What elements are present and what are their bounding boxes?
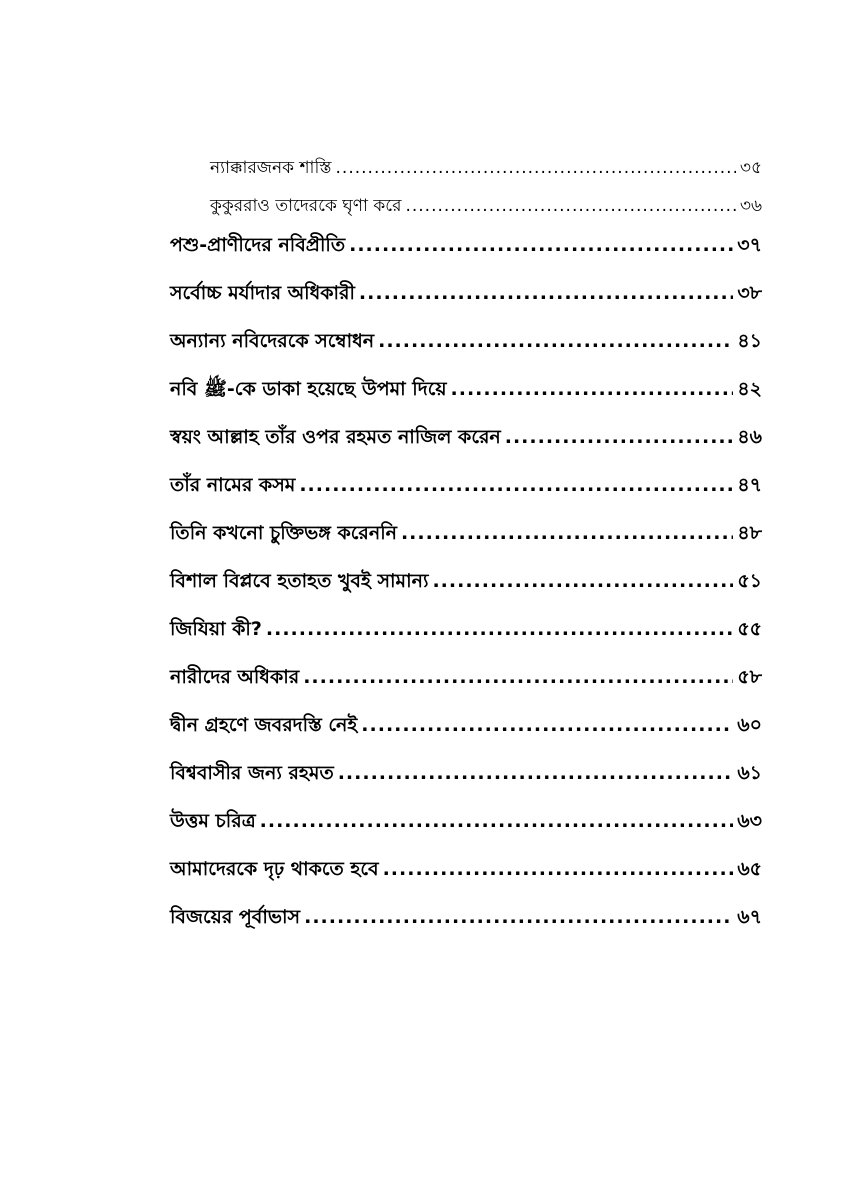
toc-entry-page: ৬৭ <box>737 906 762 928</box>
toc-entry-page: ৪১ <box>737 330 762 352</box>
dot-leader <box>432 570 733 592</box>
dot-leader <box>383 858 734 880</box>
toc-entry[interactable] <box>170 471 762 519</box>
dot-leader <box>303 666 733 688</box>
toc-entry-page: ৫৮ <box>737 666 762 688</box>
toc-entry-title: অন্যান্য নবিদেরকে সম্বোধন <box>170 330 375 352</box>
toc-entry[interactable] <box>170 193 762 231</box>
toc-entry-page: ৩৭ <box>737 234 762 256</box>
toc-entry-title: উত্তম চরিত্র <box>170 810 256 832</box>
toc-entry-page: ৩৮ <box>737 282 762 304</box>
dot-leader <box>378 330 733 352</box>
dot-leader <box>260 810 734 832</box>
toc-entry-page: ৬০ <box>737 714 762 736</box>
toc-entry-title: নবি ﷺ-কে ডাকা হয়েছে উপমা দিয়ে <box>170 378 447 400</box>
toc-entry-title: সর্বোচ্চ মর্যাদার অধিকারী <box>170 282 355 304</box>
dot-leader <box>299 474 733 496</box>
toc-entry-title: তাঁর নামের কসম <box>170 474 296 496</box>
toc-entry-page: ৬৩ <box>737 810 762 832</box>
toc-entry[interactable] <box>170 327 762 375</box>
toc-entry-page: ৩৬ <box>739 196 762 216</box>
toc-entry[interactable] <box>170 855 762 903</box>
toc-entry[interactable] <box>170 759 762 807</box>
dot-leader <box>338 762 734 784</box>
toc-entry[interactable] <box>170 903 762 951</box>
toc-entry[interactable] <box>170 231 762 279</box>
toc-entry-title: কুকুররাও তাদেরকে ঘৃণা করে <box>210 196 402 216</box>
toc-entry-page: ৩৫ <box>739 158 762 178</box>
dot-leader <box>359 282 733 304</box>
dot-leader <box>266 618 733 640</box>
toc-entry-page: ৪৬ <box>737 426 762 448</box>
toc-entry[interactable] <box>170 711 762 759</box>
dot-leader <box>401 522 733 544</box>
toc-entry[interactable] <box>170 567 762 615</box>
dot-leader <box>349 234 733 256</box>
dot-leader <box>361 714 733 736</box>
toc-entry-title: আমাদেরকে দৃঢ় থাকতে হবে <box>170 858 379 880</box>
toc-entry-title: স্বয়ং আল্লাহ তাঁর ওপর রহমত নাজিল করেন <box>170 426 501 448</box>
toc-entry-title: বিজয়ের পূর্বাভাস <box>170 906 301 928</box>
toc-entry-page: ৪২ <box>737 378 762 400</box>
toc-entry[interactable] <box>170 423 762 471</box>
toc-entry[interactable] <box>170 279 762 327</box>
toc-entry[interactable] <box>170 663 762 711</box>
toc-entry[interactable] <box>170 615 762 663</box>
toc-entry-title: বিশাল বিপ্লবে হতাহত খুবই সামান্য <box>170 570 429 592</box>
toc-entry[interactable] <box>170 807 762 855</box>
dot-leader <box>505 426 734 448</box>
toc-entry-title: জিযিয়া কী? <box>170 618 262 640</box>
toc-entry-title: দ্বীন গ্রহণে জবরদস্তি নেই <box>170 714 358 736</box>
toc-entry-page: ৫১ <box>737 570 762 592</box>
toc-entry[interactable] <box>170 375 762 423</box>
dot-leader <box>336 158 736 178</box>
toc-entry-title: পশু-প্রাণীদের নবিপ্রীতি <box>170 234 346 256</box>
toc-entry-page: ৬১ <box>737 762 762 784</box>
toc-entry-page: ৫৫ <box>737 618 762 640</box>
dot-leader <box>405 196 735 216</box>
toc-entry[interactable] <box>170 155 762 193</box>
toc-entry-title: বিশ্ববাসীর জন্য রহমত <box>170 762 334 784</box>
toc-entry[interactable] <box>170 519 762 567</box>
toc-entry-title: ন্যাক্কারজনক শাস্তি <box>210 158 332 178</box>
toc-entry-page: ৪৮ <box>737 522 762 544</box>
table-of-contents <box>170 155 762 951</box>
toc-entry-title: নারীদের অধিকার <box>170 666 300 688</box>
toc-entry-page: ৬৫ <box>737 858 762 880</box>
dot-leader <box>451 378 734 400</box>
dot-leader <box>304 906 733 928</box>
toc-entry-title: তিনি কখনো চুক্তিভঙ্গ করেননি <box>170 522 397 544</box>
toc-entry-page: ৪৭ <box>737 474 762 496</box>
